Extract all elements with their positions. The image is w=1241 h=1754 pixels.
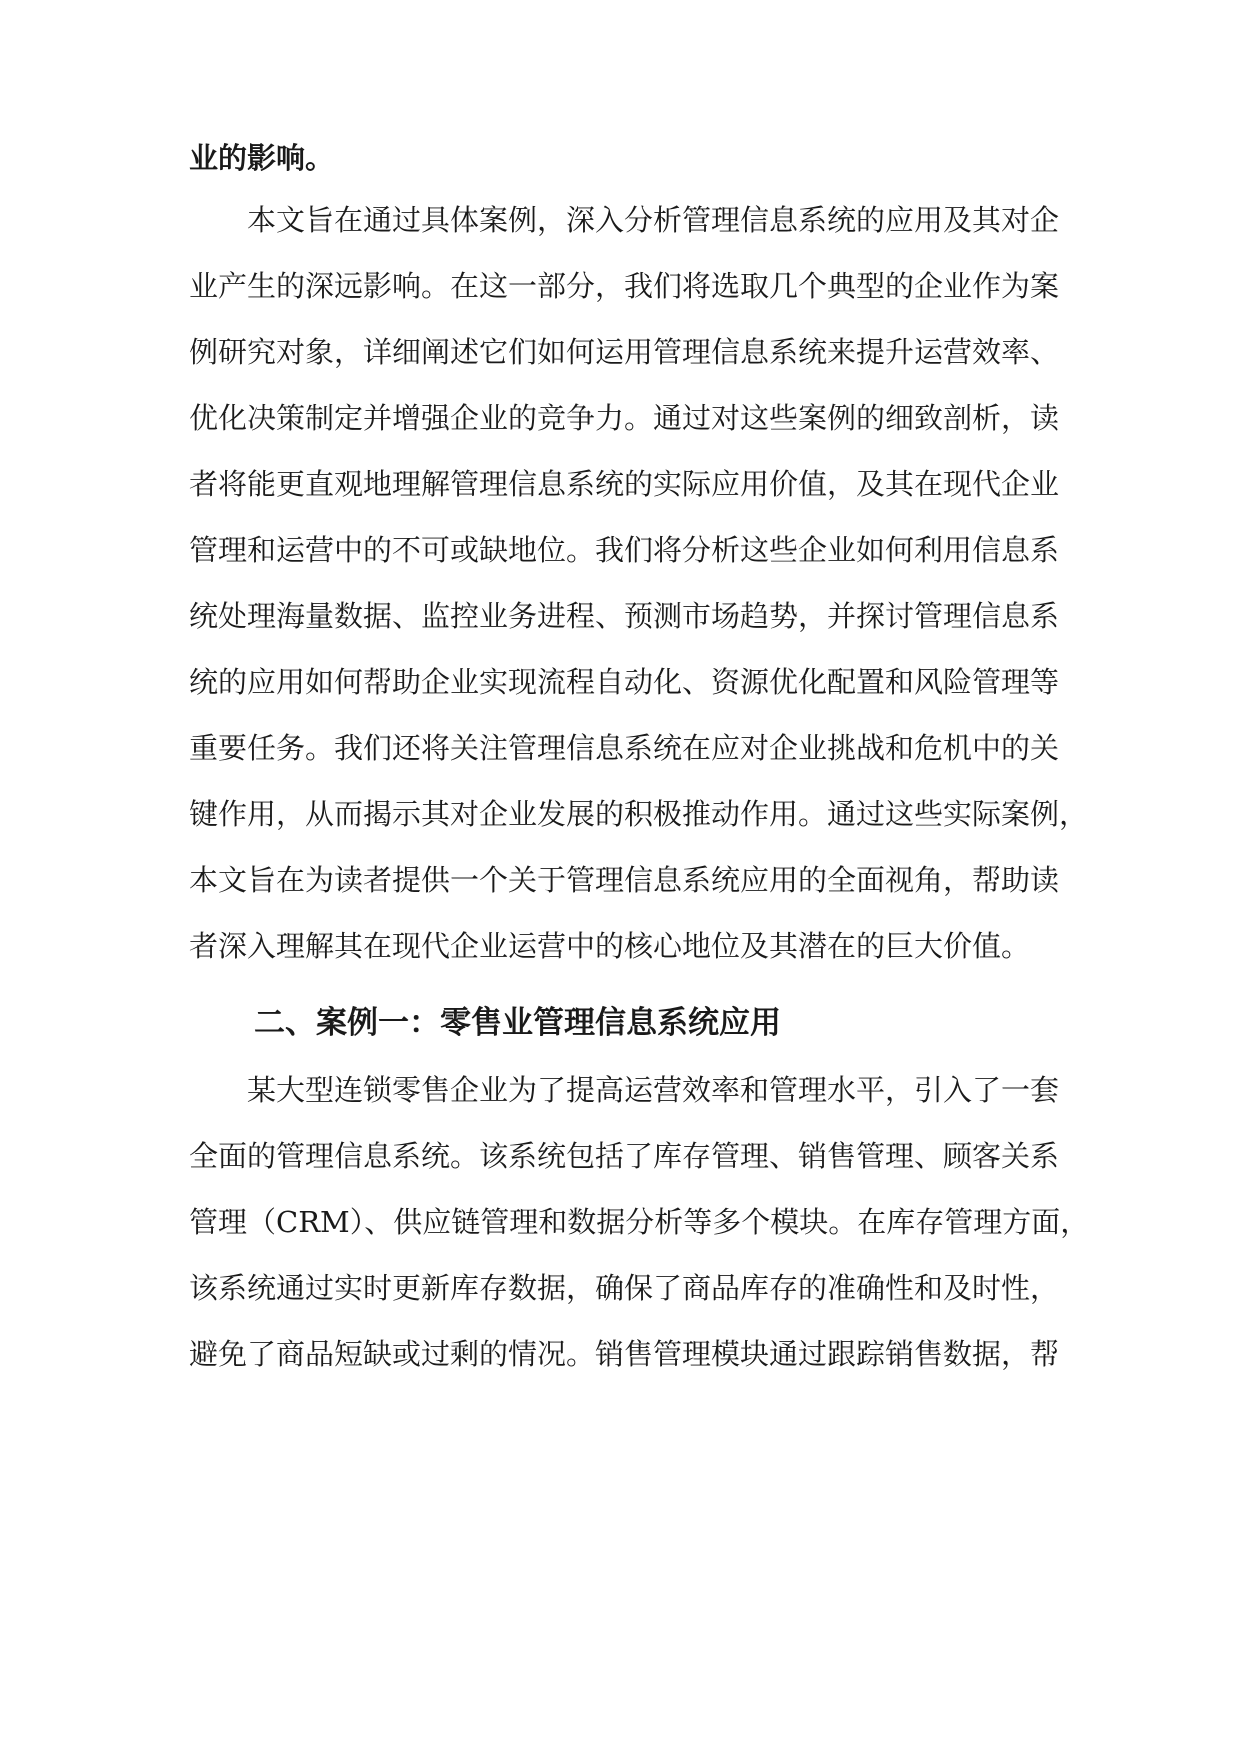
- paragraph-1-line: 本文旨在为读者提供一个关于管理信息系统应用的全面视角，帮助读: [189, 863, 1060, 897]
- paragraph-1-line: 优化决策制定并增强企业的竞争力。通过对这些案例的细致剖析，读: [189, 401, 1060, 435]
- intro-closing-line: 业的影响。: [189, 141, 335, 175]
- paragraph-1-line: 者将能更直观地理解管理信息系统的实际应用价值，及其在现代企业: [189, 467, 1060, 501]
- paragraph-2-line: 某大型连锁零售企业为了提高运营效率和管理水平，引入了一套: [189, 1073, 1060, 1107]
- section-2-heading: 二、案例一：零售业管理信息系统应用: [254, 1005, 781, 1041]
- paragraph-1-line: 统的应用如何帮助企业实现流程自动化、资源优化配置和风险管理等: [189, 665, 1060, 699]
- paragraph-1-line: 统处理海量数据、监控业务进程、预测市场趋势，并探讨管理信息系: [189, 599, 1060, 633]
- paragraph-1-line: 者深入理解其在现代企业运营中的核心地位及其潜在的巨大价值。: [189, 929, 1031, 963]
- paragraph-1-line: 键作用，从而揭示其对企业发展的积极推动作用。通过这些实际案例，: [189, 797, 1089, 831]
- paragraph-2-line: 管理（CRM）、供应链管理和数据分析等多个模块。在库存管理方面，: [189, 1205, 1090, 1239]
- paragraph-2-line: 避免了商品短缺或过剩的情况。销售管理模块通过跟踪销售数据，帮: [189, 1337, 1060, 1371]
- paragraph-1-line: 业产生的深远影响。在这一部分，我们将选取几个典型的企业作为案: [189, 269, 1060, 303]
- paragraph-1-line: 管理和运营中的不可或缺地位。我们将分析这些企业如何利用信息系: [189, 533, 1060, 567]
- paragraph-2-line: 该系统通过实时更新库存数据，确保了商品库存的准确性和及时性，: [189, 1271, 1060, 1305]
- paragraph-1-line: 例研究对象，详细阐述它们如何运用管理信息系统来提升运营效率、: [189, 335, 1060, 369]
- paragraph-1-line: 本文旨在通过具体案例，深入分析管理信息系统的应用及其对企: [189, 203, 1060, 237]
- paragraph-1-line: 重要任务。我们还将关注管理信息系统在应对企业挑战和危机中的关: [189, 731, 1060, 765]
- paragraph-2-line: 全面的管理信息系统。该系统包括了库存管理、销售管理、顾客关系: [189, 1139, 1060, 1173]
